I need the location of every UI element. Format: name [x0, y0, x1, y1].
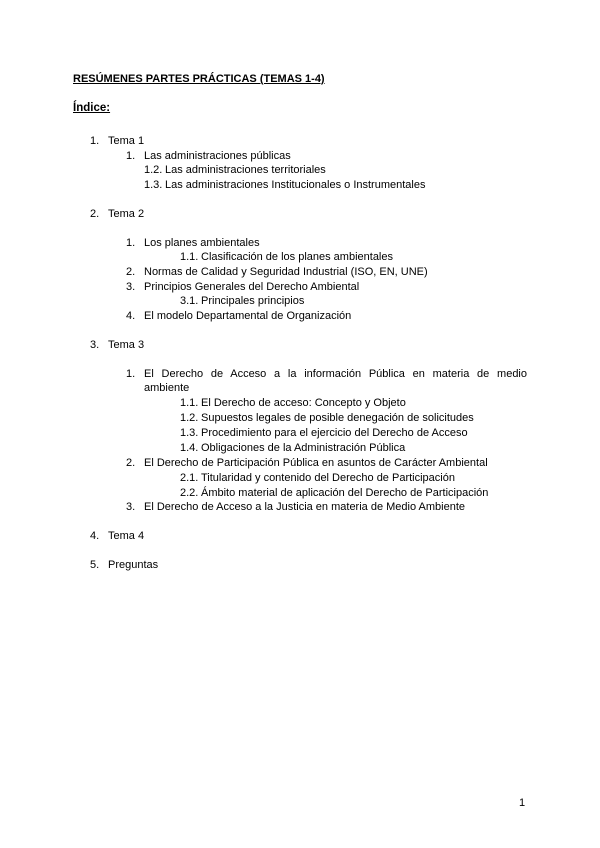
toc-item-administraciones-publicas: Las administraciones públicas — [144, 150, 291, 162]
toc-number: 1.3. — [144, 179, 163, 191]
toc-item-titularidad-contenido: Titularidad y contenido del Derecho de Participación — [201, 472, 455, 484]
toc-number: 2. — [126, 266, 136, 278]
toc-item-acceso-justicia: El Derecho de Acceso a la Justicia en materia de Medio Ambiente — [144, 501, 466, 513]
toc-number: 4. — [126, 310, 136, 322]
toc-item-modelo-departamental: El modelo Departamental de Organización — [144, 310, 352, 322]
toc-number: 2.2. — [180, 487, 199, 499]
toc-item-principales-principios: Principales principios — [201, 295, 305, 307]
toc-item-clasificacion-planes: Clasificación de los planes ambientales — [201, 251, 393, 263]
toc-number: 1. — [126, 150, 136, 162]
toc-number: 3. — [126, 281, 136, 293]
toc-item-supuestos-legales: Supuestos legales de posible denegación de solicitudes — [201, 412, 474, 424]
toc-number: 5. — [90, 559, 100, 571]
document-title: RESÚMENES PARTES PRÁCTICAS (TEMAS 1-4) — [73, 73, 325, 85]
toc-item-tema-4: Tema 4 — [108, 530, 145, 542]
toc-number: 3.1. — [180, 295, 199, 307]
toc-item-procedimiento-ejercicio: Procedimiento para el ejercicio del Derecho de Acceso — [201, 427, 468, 439]
toc-item-principios-generales: Principios Generales del Derecho Ambiental — [144, 281, 360, 293]
toc-number: 1. — [126, 237, 136, 249]
page-number: 1 — [519, 797, 526, 809]
toc-item-normas-calidad: Normas de Calidad y Seguridad Industrial (ISO, EN, UNE) — [144, 266, 428, 278]
toc-number: 1.1. — [180, 397, 199, 409]
toc-item-administraciones-institucionales: Las administraciones Institucionales o Instrumentales — [165, 179, 426, 191]
toc-number: 1.1. — [180, 251, 199, 263]
toc-item-tema-2: Tema 2 — [108, 208, 145, 220]
toc-number: 3. — [126, 501, 136, 513]
toc-number: 1.2. — [180, 412, 199, 424]
toc-number: 1. — [126, 368, 136, 380]
toc-number: 2.1. — [180, 472, 199, 484]
toc-number: 2. — [126, 457, 136, 469]
toc-item-planes-ambientales: Los planes ambientales — [144, 237, 260, 249]
toc-number: 4. — [90, 530, 100, 542]
toc-item-derecho-acceso-concepto: El Derecho de acceso: Concepto y Objeto — [201, 397, 406, 409]
toc-number: 1. — [90, 135, 100, 147]
toc-number: 1.3. — [180, 427, 199, 439]
toc-number: 2. — [90, 208, 100, 220]
toc-item-tema-1: Tema 1 — [108, 135, 145, 147]
toc-item-derecho-acceso-informacion-line2: ambiente — [144, 382, 190, 394]
toc-item-obligaciones-administracion: Obligaciones de la Administración Pública — [201, 442, 406, 454]
toc-number: 1.4. — [180, 442, 199, 454]
toc-item-preguntas: Preguntas — [108, 559, 159, 571]
toc-item-derecho-acceso-informacion-line1: El Derecho de Acceso a la información Pública en materia de medio — [144, 368, 527, 380]
toc-number: 3. — [90, 339, 100, 351]
toc-item-tema-3: Tema 3 — [108, 339, 145, 351]
toc-number: 1.2. — [144, 164, 163, 176]
toc-item-administraciones-territoriales: Las administraciones territoriales — [165, 164, 326, 176]
toc-item-ambito-material: Ámbito material de aplicación del Derecho de Participación — [201, 487, 489, 499]
toc-item-derecho-participacion: El Derecho de Participación Pública en asuntos de Carácter Ambiental — [144, 457, 488, 469]
index-heading: Índice: — [73, 102, 111, 114]
